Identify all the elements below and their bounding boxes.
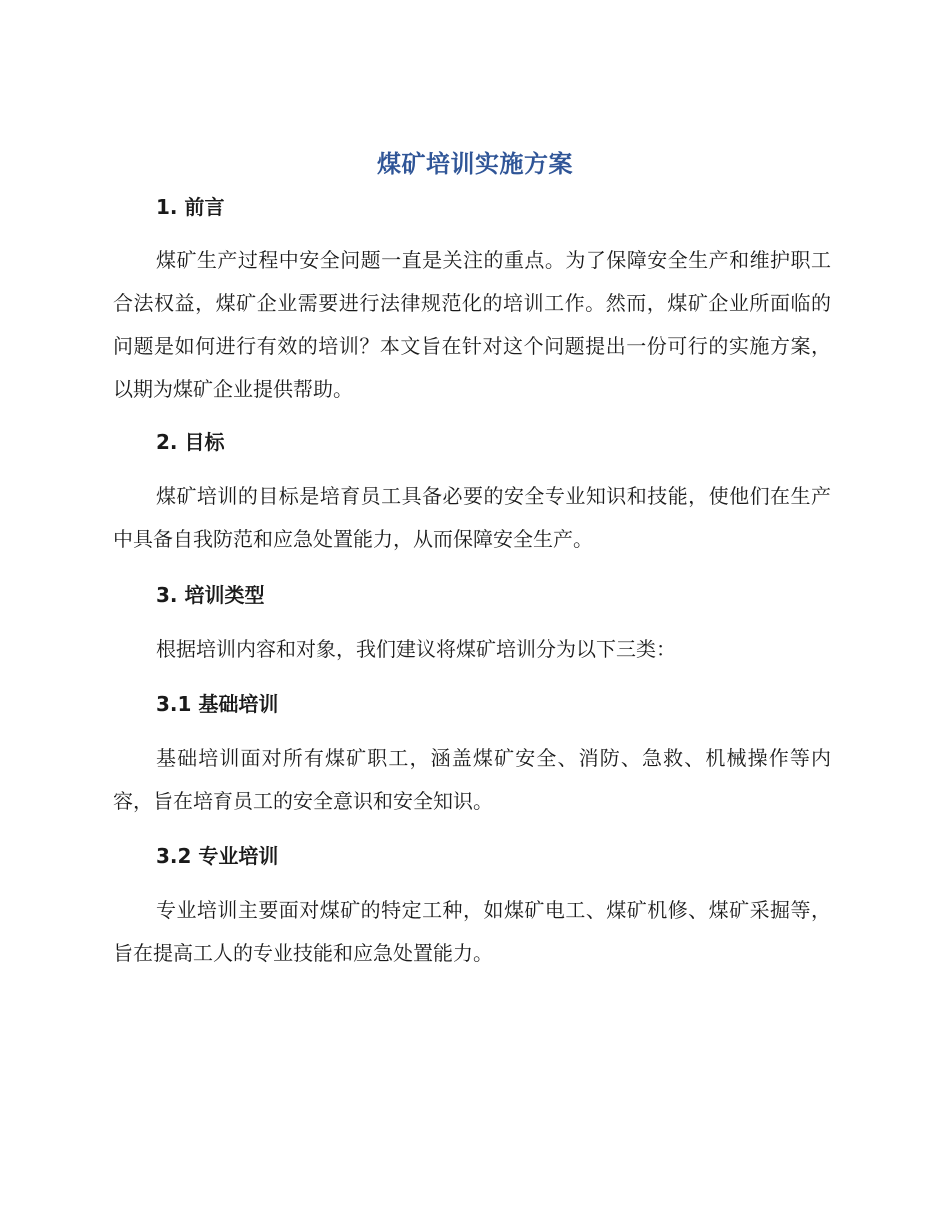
section-body-training-types: 根据培训内容和对象，我们建议将煤矿培训分为以下三类： — [156, 637, 676, 661]
section-heading-goals: 2. 目标 — [156, 430, 225, 454]
section-body-professional-training: 专业培训主要面对煤矿的特定工种，如煤矿电工、煤矿机修、煤矿采掘等，旨在提高工人的专业技能和应急处置能力。 — [113, 898, 831, 965]
section-heading-preface: 1. 前言 — [156, 195, 225, 219]
section-body-basic-training: 基础培训面对所有煤矿职工，涵盖煤矿安全、消防、急救、机械操作等内容，旨在培育员工的安全意识和安全知识。 — [113, 746, 831, 813]
section-heading-training-types: 3. 培训类型 — [156, 583, 265, 607]
section-body-goals: 煤矿培训的目标是培育员工具备必要的安全专业知识和技能，使他们在生产中具备自我防范和应急处置能力，从而保障安全生产。 — [113, 484, 831, 551]
section-heading-professional-training: 3.2 专业培训 — [156, 844, 279, 868]
document-title: 煤矿培训实施方案 — [377, 150, 573, 178]
section-body-preface: 煤矿生产过程中安全问题一直是关注的重点。为了保障安全生产和维护职工合法权益，煤矿企业需要进行法律规范化的培训工作。然而，煤矿企业所面临的问题是如何进行有效的培训？本文旨在针对这个问题提出一份可行的实施方案，以期为煤矿企业提供帮助。 — [113, 248, 831, 401]
section-heading-basic-training: 3.1 基础培训 — [156, 692, 279, 716]
